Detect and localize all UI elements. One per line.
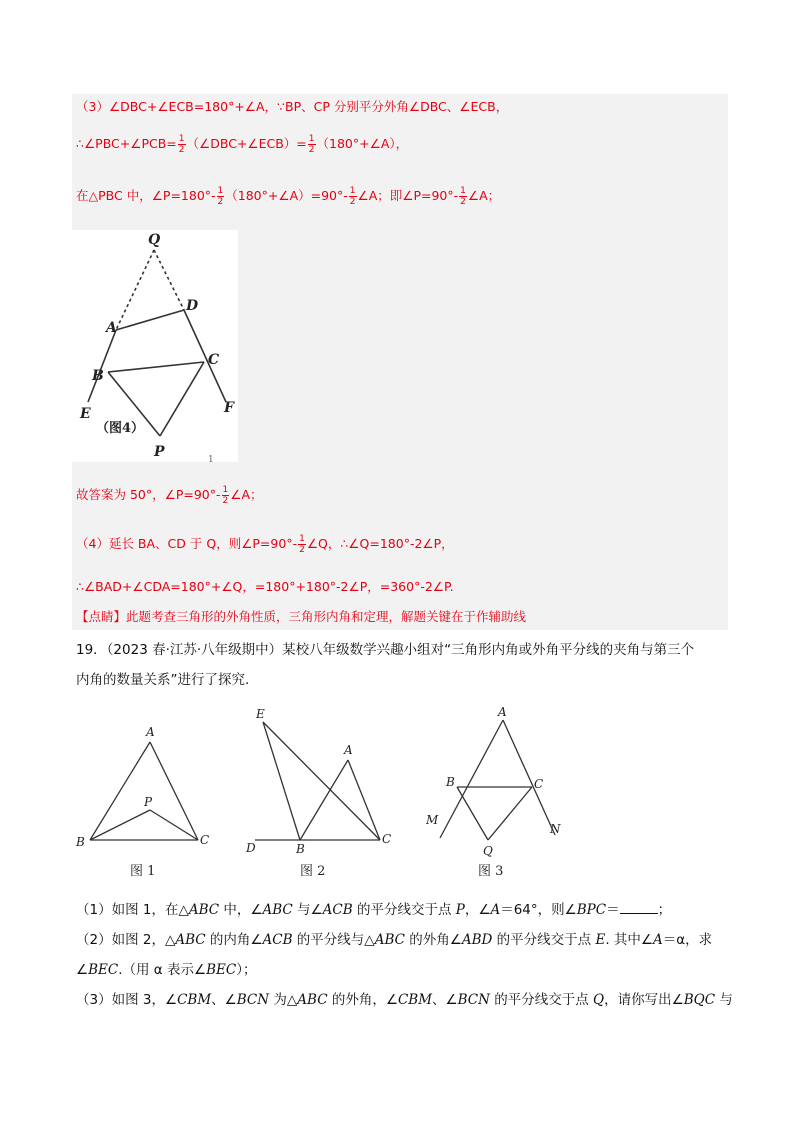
- math-var: BEC: [206, 962, 237, 978]
- fraction-half: [178, 134, 186, 155]
- fig3-segment-BQ: [457, 787, 488, 840]
- math-var: BCN: [457, 992, 490, 1008]
- text-segment: ＝α，求: [662, 932, 713, 948]
- solution-answer-line: [76, 485, 263, 506]
- math-var: ABC: [297, 992, 328, 1008]
- solution-part4-line1: [76, 534, 454, 555]
- question-part3: [76, 990, 733, 1010]
- text-segment: 与∠: [292, 902, 323, 918]
- label-C: C: [208, 352, 220, 368]
- label-F: F: [224, 400, 234, 416]
- text-segment: 的外角∠: [404, 932, 462, 948]
- question-part2-line1: [76, 930, 712, 950]
- math-var: BQC: [683, 992, 716, 1008]
- math-var: CBM: [177, 992, 212, 1008]
- math-var: ABC: [374, 932, 405, 948]
- fraction-numerator: 1: [299, 534, 305, 544]
- fraction-half: [308, 134, 316, 155]
- fraction-half: [349, 186, 357, 207]
- fraction-half: [222, 485, 230, 506]
- question-part1: [76, 900, 671, 920]
- text-segment: 的平分线与△: [292, 932, 375, 948]
- fig1-label-B: B: [76, 835, 85, 849]
- solution-part4-line2: ∴∠BAD+∠CDA=180°+∠Q，=180°+180°-2∠P，=360°-2∠P.: [76, 579, 454, 594]
- fraction-numerator: 1: [349, 186, 356, 196]
- fraction-numerator: 1: [308, 134, 315, 144]
- ray-DF: [184, 310, 226, 402]
- fraction-denominator: 2: [222, 496, 229, 506]
- text-segment: ＝64°，则∠: [500, 902, 577, 918]
- text-segment: 的平分线交于点: [352, 902, 456, 918]
- fraction-denominator: 2: [349, 197, 356, 207]
- fraction-denominator: 2: [299, 545, 305, 555]
- math-var: ACB: [262, 932, 293, 948]
- question-figures: [70, 700, 630, 885]
- math-var: ACB: [322, 902, 353, 918]
- math-var: E: [595, 932, 606, 948]
- text-segment: ＝: [606, 902, 620, 918]
- text-segment: （180°+∠A）=90°-: [225, 188, 348, 203]
- text-segment: （1）如图 1，在△: [76, 902, 189, 918]
- segment-AD: [116, 310, 184, 330]
- solution-part3-line3: [76, 186, 500, 207]
- text-segment: .（用 α 表示∠: [118, 962, 207, 978]
- text-segment: 、∠: [211, 992, 237, 1008]
- fig3-label-B: B: [446, 775, 455, 789]
- fraction-numerator: 1: [178, 134, 185, 144]
- label-E: E: [80, 406, 91, 422]
- text-segment: 的平分线交于点: [489, 992, 594, 1008]
- fig2-label-E: E: [256, 707, 265, 721]
- math-var: A: [490, 902, 501, 918]
- label-A: A: [106, 320, 117, 336]
- dashed-segment-QD: [154, 250, 184, 310]
- ray-AE: [88, 330, 116, 402]
- fraction-denominator: 2: [308, 145, 315, 155]
- fraction-numerator: 1: [460, 186, 466, 196]
- segment-CP: [160, 362, 204, 436]
- text-segment: 中，∠: [219, 902, 263, 918]
- fraction-half: [298, 534, 306, 555]
- fraction-denominator: 2: [178, 145, 185, 155]
- text-segment: （2）如图 2，△: [76, 932, 176, 948]
- text-segment: 故答案为 50°，∠P=90°-: [76, 487, 221, 502]
- fig3-label-C: C: [534, 777, 544, 791]
- math-var: P: [455, 902, 465, 918]
- text-segment: 为△: [269, 992, 298, 1008]
- math-var: ABC: [262, 902, 293, 918]
- math-var: ABC: [175, 932, 206, 948]
- fig3-label-M: M: [426, 813, 439, 827]
- fraction-numerator: 1: [217, 186, 224, 196]
- fraction-denominator: 2: [460, 197, 466, 207]
- figure-4-diagram: [72, 230, 238, 462]
- fraction-numerator: 1: [222, 485, 229, 495]
- text-segment: . 其中∠: [605, 932, 653, 948]
- question-19-intro-line1: 19．（2023 春·江苏·八年级期中）某校八年级数学兴趣小组对“三角形内角或外角平分线的夹角与第三个: [76, 642, 695, 658]
- math-var: Q: [593, 992, 605, 1008]
- text-segment: ∠A；: [230, 487, 263, 502]
- label-P: P: [154, 444, 165, 460]
- answer-blank[interactable]: [620, 901, 658, 914]
- fraction-half: [459, 186, 467, 207]
- solution-part3-line1: （3）∠DBC+∠ECB=180°+∠A，∵BP、CP 分别平分外角∠DBC、∠ECB，: [76, 99, 509, 114]
- dashed-segment-QA: [116, 250, 154, 330]
- fig1-caption: 图 1: [130, 864, 156, 879]
- text-segment: ∠Q，∴∠Q=180°-2∠P，: [306, 536, 454, 551]
- fraction-denominator: 2: [217, 197, 224, 207]
- text-segment: 与: [715, 992, 733, 1008]
- fig3-caption: 图 3: [478, 864, 504, 879]
- text-segment: （4）延长 BA、CD 于 Q，则∠P=90°-: [76, 536, 298, 551]
- math-var: BEC: [88, 962, 119, 978]
- math-var: ABC: [188, 902, 220, 918]
- text-segment: ）；: [236, 962, 257, 978]
- label-B: B: [92, 368, 104, 384]
- question-figures-diagram: [70, 700, 630, 885]
- math-var: ABD: [461, 932, 493, 948]
- text-segment: （3）如图 3，∠: [76, 992, 178, 1008]
- figure-4-caption: （图4）: [96, 421, 145, 436]
- fig2-segment-EC: [263, 722, 380, 840]
- solution-comment: 【点睛】此题考查三角形的外角性质，三角形内角和定理，解题关键在于作辅助线: [76, 609, 527, 624]
- label-D: D: [186, 298, 199, 314]
- segment-BC: [108, 362, 204, 372]
- text-segment: 的内角∠: [205, 932, 263, 948]
- fig2-segment-EB: [263, 722, 300, 840]
- fig2-label-A: A: [344, 743, 353, 757]
- text-segment: ∠A；即∠P=90°-: [357, 188, 459, 203]
- fig1-label-C: C: [200, 833, 210, 847]
- label-Q: Q: [148, 232, 161, 248]
- math-var: BCN: [236, 992, 270, 1008]
- fig1-label-P: P: [144, 795, 153, 809]
- fig2-label-D: D: [246, 841, 256, 855]
- fig3-label-N: N: [550, 822, 561, 836]
- text-segment: 的平分线交于点: [492, 932, 596, 948]
- solution-part3-line2: [76, 134, 408, 155]
- question-19-intro-line2: 内角的数量关系”进行了探究.: [76, 672, 250, 688]
- fig3-ray-AN: [503, 720, 555, 835]
- text-segment: 、∠: [432, 992, 458, 1008]
- text-segment: ∴∠PBC+∠PCB=: [76, 136, 177, 151]
- text-segment: 的外角，∠: [327, 992, 398, 1008]
- fig3-segment-CQ: [488, 787, 532, 840]
- text-segment: （180°+∠A），: [316, 136, 409, 151]
- question-part2-line2: [76, 960, 256, 980]
- text-segment: ，∠: [464, 902, 491, 918]
- fig2-caption: 图 2: [300, 864, 326, 879]
- math-var: A: [653, 932, 663, 948]
- text-segment: ，请你写出∠: [604, 992, 684, 1008]
- fig1-label-A: A: [146, 725, 155, 739]
- fig2-segment-AC: [348, 760, 380, 840]
- fig3-label-A: A: [498, 705, 507, 719]
- text-segment: ；: [657, 902, 672, 918]
- fig3-label-Q: Q: [483, 844, 493, 858]
- figure-4-mark: 1: [208, 455, 214, 462]
- text-segment: 在△PBC 中，∠P=180°-: [76, 188, 216, 203]
- text-segment: ∠: [76, 962, 89, 978]
- text-segment: ∠A；: [467, 188, 501, 203]
- math-var: BPC: [576, 902, 607, 918]
- fig2-label-B: B: [296, 842, 305, 856]
- fig2-label-C: C: [382, 832, 392, 846]
- math-var: CBM: [397, 992, 433, 1008]
- fraction-half: [217, 186, 225, 207]
- figure-4: [72, 230, 238, 462]
- text-segment: （∠DBC+∠ECB）=: [186, 136, 307, 151]
